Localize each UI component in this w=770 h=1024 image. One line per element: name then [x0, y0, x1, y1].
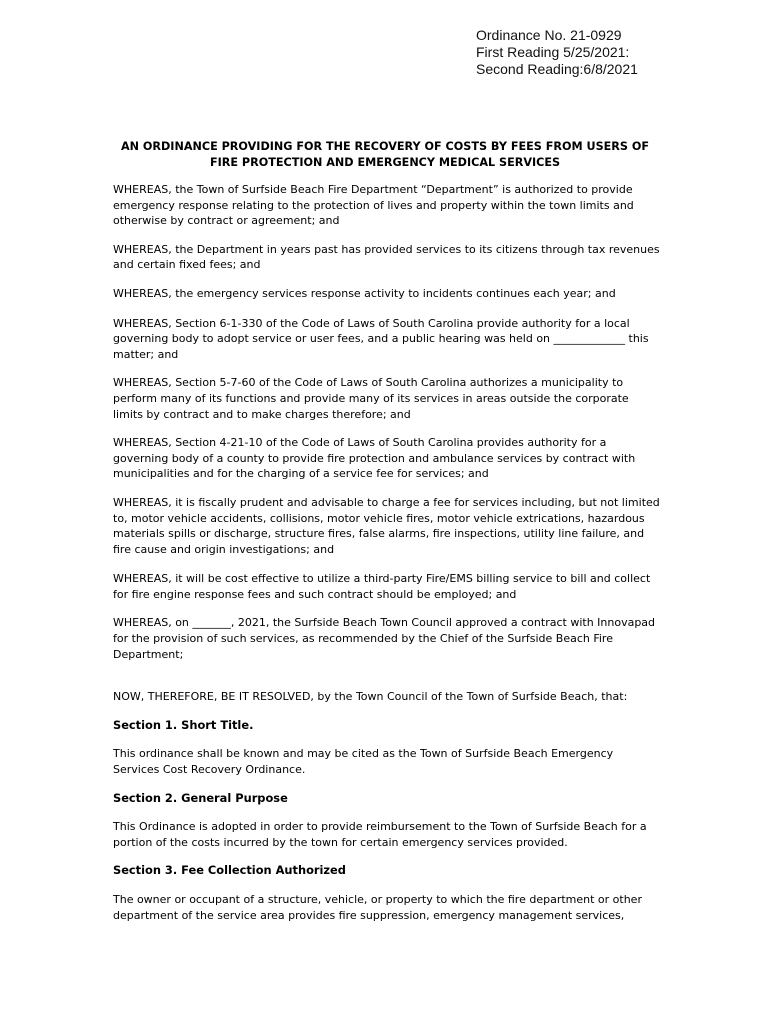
title-line-2: FIRE PROTECTION AND EMERGENCY MEDICAL SERVICES: [209, 156, 561, 169]
whereas-clause-1: WHEREAS, the Town of Surfside Beach Fire Department “Department” is authorized to provide emergency response relating to the protection of lives and property within the town limits and otherwise by contract or agreement; and: [113, 183, 634, 228]
whereas-clause-6: WHEREAS, Section 4-21-10 of the Code of Laws of South Carolina provides authority for a governing body of a county to provide fire protection and ambulance services by contract with municipalities and for the charging of a service fee for services; and: [113, 436, 636, 481]
whereas-clause-4: WHEREAS, Section 6-1-330 of the Code of Laws of South Carolina provide authority for a local governing body to adopt service or user fees, and a public hearing was held on _____________ this matter; and: [113, 316, 649, 361]
section-1-text: This ordinance shall be known and may be cited as the Town of Surfside Beach Emergency Services Cost Recovery Ordinance.: [113, 747, 614, 777]
first-reading-date: First Reading 5/25/2021:: [476, 44, 630, 60]
second-reading-date: Second Reading:6/8/2021: [476, 61, 638, 77]
whereas-clause-5: WHEREAS, Section 5-7-60 of the Code of Laws of South Carolina authorizes a municipality to perform many of its functions and provide many of its services in areas outside the corporate limits by contract and to make charges therefore; and: [113, 376, 629, 421]
section-2-heading: Section 2. General Purpose: [113, 790, 288, 805]
section-3-heading: Section 3. Fee Collection Authorized: [113, 863, 346, 878]
section-2-text: This Ordinance is adopted in order to provide reimbursement to the Town of Surfside Beach for a portion of the costs incurred by the town for certain emergency services provided.: [113, 820, 647, 849]
whereas-clause-8: WHEREAS, it will be cost effective to utilize a third-party Fire/EMS billing service to bill and collect for fire engine response fees and such contract should be employed; and: [113, 572, 651, 601]
resolved-clause: NOW, THEREFORE, BE IT RESOLVED, by the Town Council of the Town of Surfside Beach, that:: [113, 690, 628, 704]
whereas-clause-9: WHEREAS, on _______, 2021, the Surfside Beach Town Council approved a contract with Innovapad for the provision of such services, as recommended by the Chief of the Surfside Beach Fire Department;: [113, 616, 656, 661]
ordinance-title: [112, 139, 658, 171]
ordinance-header: [476, 27, 638, 78]
whereas-clause-3: WHEREAS, the emergency services response activity to incidents continues each year; and: [113, 286, 616, 300]
section-3-text: The owner or occupant of a structure, vehicle, or property to which the fire department or other department of the service area provides fire suppression, emergency management services,: [113, 893, 642, 922]
whereas-clause-7: WHEREAS, it is fiscally prudent and advisable to charge a fee for services including, but not limited to, motor vehicle accidents, collisions, motor vehicle fires, motor vehicle extrications, hazardous materials spills or discharge, structure fires, false alarms, fire inspections, utility line failure, and fire cause and origin investigations; and: [113, 495, 660, 556]
document-body: [113, 182, 661, 936]
ordinance-number: Ordinance No. 21-0929: [476, 27, 622, 43]
title-line-1: AN ORDINANCE PROVIDING FOR THE RECOVERY OF COSTS BY FEES FROM USERS OF: [120, 140, 650, 153]
whereas-clause-2: WHEREAS, the Department in years past has provided services to its citizens through tax revenues and certain fixed fees; and: [113, 242, 660, 272]
section-1-heading: Section 1. Short Title.: [113, 717, 254, 732]
